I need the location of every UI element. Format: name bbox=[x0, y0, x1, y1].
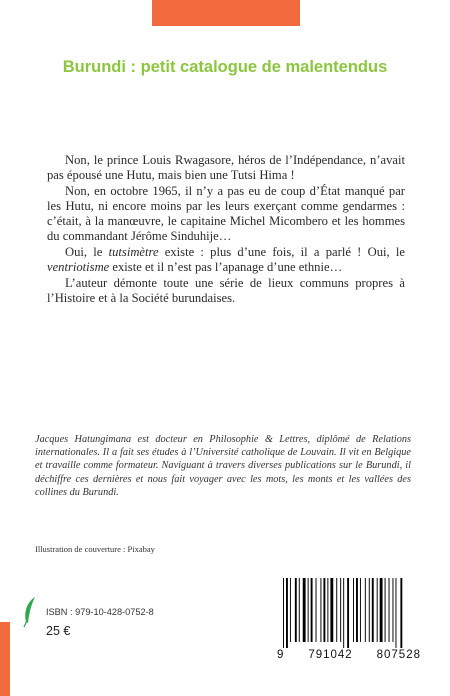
barcode-bar bbox=[396, 578, 397, 648]
barcode-bar bbox=[369, 578, 370, 642]
barcode-bar bbox=[330, 578, 333, 642]
barcode-first-digit: 9 bbox=[277, 649, 285, 661]
barcode-bar bbox=[360, 578, 361, 642]
barcode-bar bbox=[323, 578, 325, 642]
barcode bbox=[275, 576, 423, 670]
blurb-paragraph bbox=[47, 245, 405, 275]
barcode-bar bbox=[316, 578, 317, 642]
barcode-bar bbox=[311, 578, 313, 642]
barcode-bar bbox=[400, 578, 402, 648]
barcode-bar bbox=[365, 578, 366, 642]
book-title: Burundi : petit catalogue de malentendus bbox=[62, 58, 388, 76]
blurb-italic-term: tutsimètre bbox=[108, 245, 159, 259]
barcode-right-group: 807528 bbox=[376, 649, 421, 661]
barcode-bar bbox=[295, 578, 297, 642]
barcode-bar bbox=[389, 578, 390, 642]
barcode-bar bbox=[299, 578, 300, 642]
barcode-bar bbox=[380, 578, 383, 642]
barcode-bar bbox=[356, 578, 358, 642]
left-accent-strip bbox=[0, 622, 10, 696]
author-bio: Jacques Hatungimana est docteur en Philosophie & Lettres, diplômé de Relations internationales. Il a fait ses études à l’Université catholique de Louvain. Il vit en Belgique et travaille comme formateur. Naviguant à travers diverses publications sur le Burundi, il déchiffre ces dernières et nous fait voyager avec les mots, les monts et les vallées des collines du Burundi. bbox=[35, 434, 411, 498]
price-text: 25 € bbox=[46, 624, 71, 638]
barcode-bar bbox=[286, 578, 288, 648]
barcode-bar bbox=[372, 578, 374, 642]
barcode-bar bbox=[290, 578, 291, 642]
barcode-digits bbox=[275, 649, 423, 661]
barcode-bar bbox=[343, 578, 344, 648]
blurb-text: existe : plus d’une fois, il a parlé ! Oui, le bbox=[158, 245, 405, 259]
blurb-paragraph: Non, en octobre 1965, il n’y a pas eu de coup d’État manqué par les Hutu, ni encore moins par les leurs exerçant comme gendarmes : c’était, à la manœuvre, le capitaine Michel Micombero et les hommes du commandant Jérôme Sinduhije… bbox=[47, 184, 405, 243]
illustration-credit: Illustration de couverture : Pixabay bbox=[35, 544, 155, 554]
barcode-bar bbox=[320, 578, 321, 642]
barcode-bar bbox=[340, 578, 341, 642]
blurb-paragraph: L’auteur démonte toute une série de lieux communs propres à l’Histoire et à la Société burundaises. bbox=[47, 276, 405, 305]
isbn-text: ISBN : 979-10-428-0752-8 bbox=[46, 607, 154, 617]
blurb-text: Oui, le bbox=[65, 245, 109, 259]
barcode-bar bbox=[327, 578, 328, 642]
barcode-bar bbox=[347, 578, 349, 648]
leaf-logo-icon bbox=[22, 596, 38, 628]
back-cover-blurb bbox=[47, 153, 405, 307]
barcode-left-group: 791042 bbox=[308, 649, 353, 661]
barcode-bar bbox=[385, 578, 386, 642]
barcode-bar bbox=[308, 578, 309, 642]
barcode-bar bbox=[393, 578, 394, 642]
barcode-bar bbox=[283, 578, 284, 648]
barcode-bar bbox=[377, 578, 378, 642]
top-accent-band bbox=[152, 0, 300, 26]
blurb-text: existe et il n’est pas l’apanage d’une ethnie… bbox=[109, 260, 343, 274]
blurb-italic-term: ventriotisme bbox=[47, 260, 110, 274]
blurb-paragraph: Non, le prince Louis Rwagasore, héros de l’Indépendance, n’avait pas épousé une Hutu, mais bien une Tutsi Hima ! bbox=[47, 153, 405, 182]
barcode-bar bbox=[353, 578, 354, 642]
barcode-bars bbox=[281, 578, 417, 648]
barcode-bar bbox=[336, 578, 337, 642]
barcode-bar bbox=[303, 578, 306, 642]
